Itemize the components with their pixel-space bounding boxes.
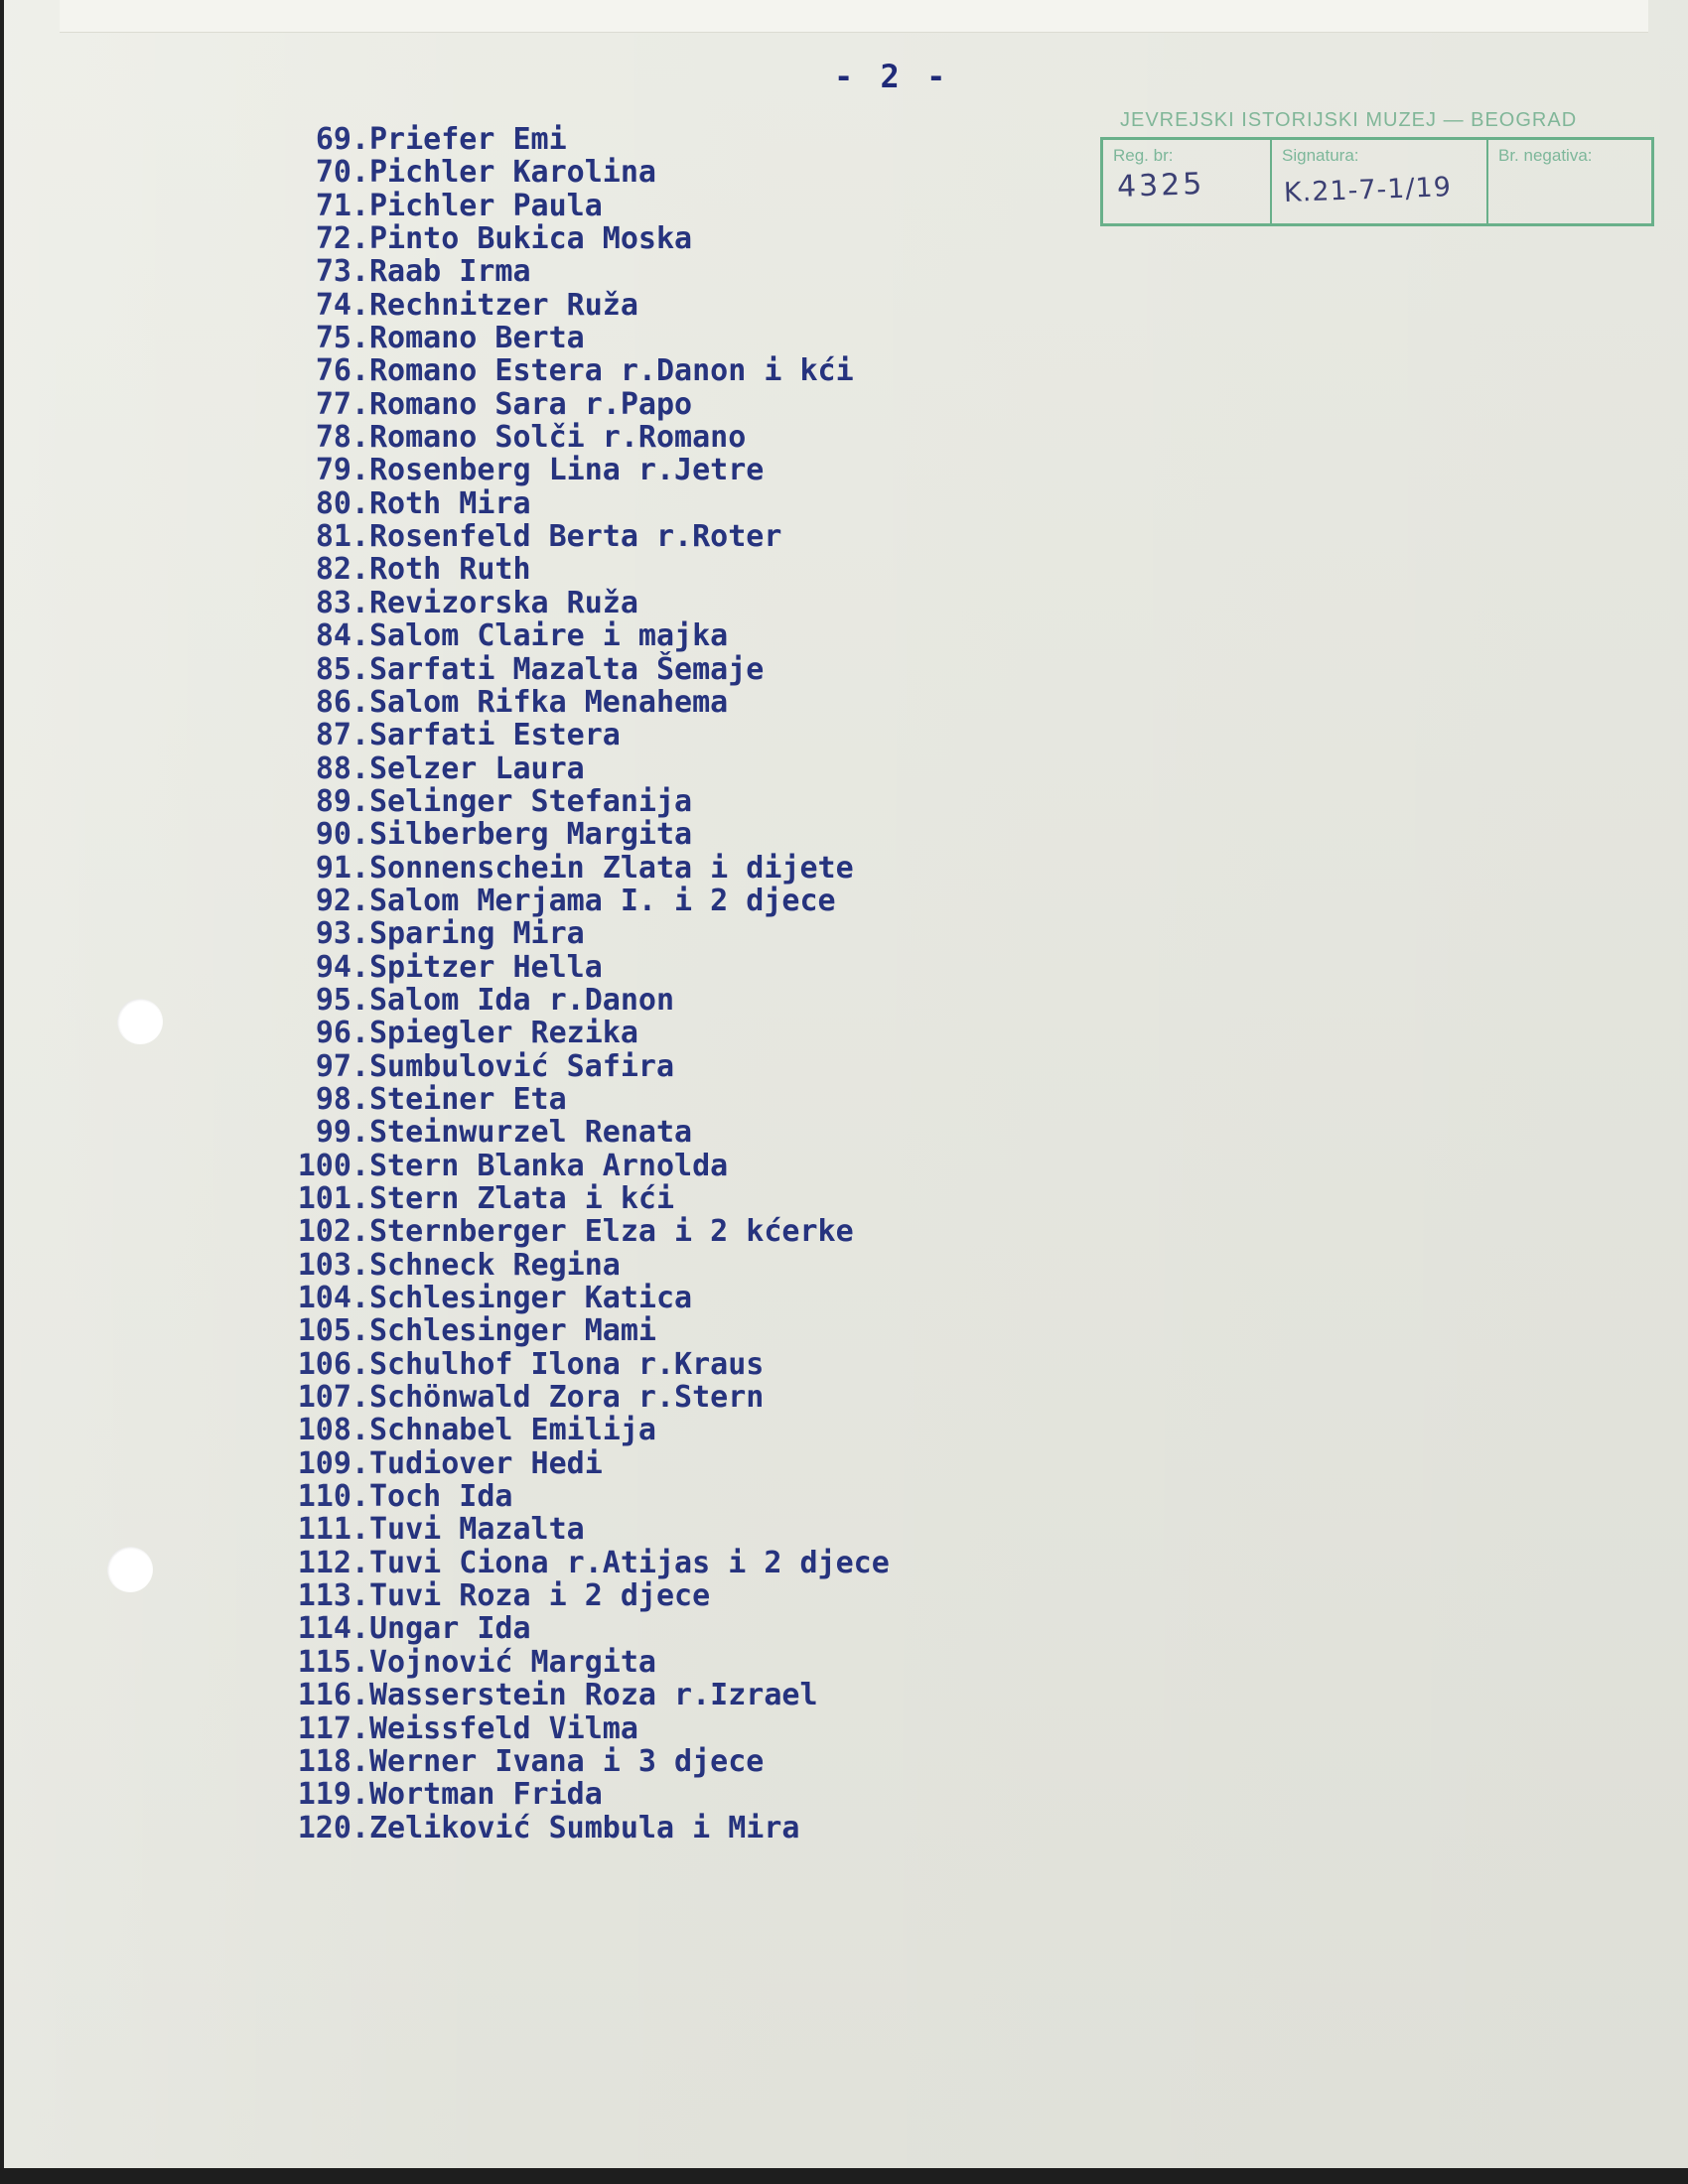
list-item [0,487,993,520]
entry-name: Schlesinger Katica [369,1281,693,1316]
entry-number: 87. [315,718,369,753]
entry-name: Silberberg Margita [369,817,693,853]
list-item [0,818,993,851]
museum-stamp [1100,137,1654,226]
entry-number: 73. [315,254,369,290]
entry-number: 97. [315,1048,369,1084]
stamp-negativ-label: Br. negativa: [1498,146,1593,165]
entry-number: 85. [315,651,369,687]
list-item [0,951,993,984]
list-item [0,1712,993,1745]
entry-name: Raab Irma [369,254,531,290]
list-item [0,322,993,354]
entry-name: Schulhof Ilona r.Kraus [369,1346,765,1382]
entry-name: Wasserstein Roza r.Izrael [369,1678,818,1713]
entry-name: Werner Ivana i 3 djece [369,1743,765,1779]
list-item [0,785,993,818]
entry-number: 86. [315,684,369,720]
entry-name: Pichler Paula [369,188,603,223]
entry-name: Pichler Karolina [369,155,656,191]
page-bottom-edge [0,2168,1688,2184]
entry-number: 105. [297,1313,369,1349]
entry-name: Weissfeld Vilma [369,1710,638,1746]
entry-number: 109. [297,1445,369,1481]
list-item [0,1579,993,1612]
entry-number: 115. [297,1644,369,1680]
entry-number: 111. [297,1512,369,1548]
entry-number: 69. [315,122,369,157]
entry-number: 80. [315,485,369,521]
entry-number: 119. [297,1777,369,1813]
stamp-signatura-label: Signatura: [1282,146,1359,165]
list-item [0,421,993,454]
list-item [0,1282,993,1314]
list-item [0,255,993,288]
list-item [0,1480,993,1513]
entry-number: 93. [315,916,369,952]
stamp-cell-reg [1103,140,1272,223]
list-item [0,1150,993,1182]
entry-name: Steinwurzel Renata [369,1115,693,1151]
entry-number: 100. [297,1148,369,1183]
entry-number: 102. [297,1214,369,1250]
list-item [0,1017,993,1049]
stamp-reg-label: Reg. br: [1113,146,1174,165]
entry-number: 96. [315,1016,369,1051]
entry-name: Rosenfeld Berta r.Roter [369,519,782,555]
entry-number: 77. [315,386,369,422]
list-item [0,917,993,950]
list-item [0,587,993,619]
entry-name: Priefer Emi [369,122,567,157]
entry-number: 112. [297,1545,369,1580]
entry-name: Salom Rifka Menahema [369,684,729,720]
entry-name: Romano Sara r.Papo [369,386,693,422]
entry-name: Stern Blanka Arnolda [369,1148,729,1183]
entry-name: Spitzer Hella [369,949,603,985]
entry-name: Spiegler Rezika [369,1016,638,1051]
entry-name: Tuvi Mazalta [369,1512,585,1548]
entry-number: 104. [297,1281,369,1316]
entry-number: 113. [297,1578,369,1614]
entry-name: Steiner Eta [369,1081,567,1117]
entry-number: 88. [315,751,369,786]
list-item [0,520,993,553]
list-item [0,1050,993,1083]
entry-number: 78. [315,420,369,456]
entry-number: 110. [297,1479,369,1515]
entry-number: 107. [297,1380,369,1416]
entry-name: Schnabel Emilija [369,1413,656,1448]
list-item [0,222,993,255]
entry-number: 81. [315,519,369,555]
list-item [0,190,993,222]
list-item [0,1679,993,1711]
entry-number: 71. [315,188,369,223]
entry-name: Pinto Bukica Moska [369,221,693,257]
entry-name: Romano Berta [369,321,585,356]
entry-name: Selinger Stefanija [369,783,693,819]
list-item [0,1547,993,1579]
name-list [0,123,993,1844]
entry-name: Wortman Frida [369,1777,603,1813]
entry-name: Selzer Laura [369,751,585,786]
entry-number: 103. [297,1247,369,1283]
entry-number: 108. [297,1413,369,1448]
entry-name: Sarfati Mazalta Šemaje [369,651,765,687]
list-item [0,752,993,785]
entry-number: 98. [315,1081,369,1117]
entry-number: 90. [315,817,369,853]
entry-name: Salom Claire i majka [369,618,729,654]
list-item [0,1414,993,1446]
list-item [0,1447,993,1480]
entry-number: 76. [315,353,369,389]
list-item [0,553,993,586]
entry-name: Zeliković Sumbula i Mira [369,1810,800,1845]
stamp-reg-value: 4325 [1116,166,1205,205]
list-item [0,454,993,486]
entry-name: Roth Ruth [369,552,531,588]
entry-name: Salom Ida r.Danon [369,982,675,1018]
list-item [0,984,993,1017]
list-item [0,1745,993,1778]
list-item [0,1116,993,1149]
entry-number: 72. [315,221,369,257]
entry-number: 92. [315,883,369,918]
entry-number: 101. [297,1181,369,1216]
list-item [0,1182,993,1215]
page-top-edge [60,0,1648,33]
entry-name: Rechnitzer Ruža [369,287,638,323]
list-item [0,653,993,686]
entry-number: 114. [297,1611,369,1647]
stamp-cell-negativ [1488,140,1651,223]
entry-number: 120. [297,1810,369,1845]
list-item [0,156,993,189]
entry-number: 82. [315,552,369,588]
list-item [0,686,993,719]
list-item [0,1381,993,1414]
list-item [0,1646,993,1679]
entry-name: Sumbulović Safira [369,1048,675,1084]
entry-number: 83. [315,585,369,620]
entry-number: 117. [297,1710,369,1746]
entry-number: 75. [315,321,369,356]
entry-name: Tudiover Hedi [369,1445,603,1481]
entry-number: 74. [315,287,369,323]
list-item [0,1513,993,1546]
entry-name: Tuvi Ciona r.Atijas i 2 djece [369,1545,890,1580]
entry-number: 91. [315,850,369,886]
entry-name: Rosenberg Lina r.Jetre [369,453,765,488]
entry-number: 94. [315,949,369,985]
list-item [0,852,993,885]
list-item [0,1778,993,1811]
entry-name: Toch Ida [369,1479,513,1515]
stamp-cell-signatura [1272,140,1488,223]
list-item [0,1314,993,1347]
entry-number: 70. [315,155,369,191]
entry-name: Ungar Ida [369,1611,531,1647]
entry-name: Tuvi Roza i 2 djece [369,1578,711,1614]
stamp-signatura-value: K.21-7-1/19 [1283,172,1453,208]
entry-number: 106. [297,1346,369,1382]
list-item [0,1812,993,1844]
list-item [0,1083,993,1116]
entry-number: 79. [315,453,369,488]
entry-name: Sternberger Elza i 2 kćerke [369,1214,854,1250]
entry-name: Romano Solči r.Romano [369,420,747,456]
entry-name: Schönwald Zora r.Stern [369,1380,765,1416]
list-item [0,1348,993,1381]
list-item [0,1612,993,1645]
list-item [0,1249,993,1282]
list-item [0,885,993,917]
list-item [0,123,993,156]
museum-stamp-title: JEVREJSKI ISTORIJSKI MUZEJ — BEOGRAD [1120,109,1578,131]
list-item [0,1215,993,1248]
entry-name: Vojnović Margita [369,1644,656,1680]
list-item [0,289,993,322]
entry-name: Roth Mira [369,485,531,521]
list-item [0,388,993,421]
list-item [0,354,993,387]
entry-number: 84. [315,618,369,654]
entry-number: 99. [315,1115,369,1151]
entry-name: Sparing Mira [369,916,585,952]
entry-name: Sonnenschein Zlata i dijete [369,850,854,886]
entry-number: 118. [297,1743,369,1779]
entry-number: 89. [315,783,369,819]
list-item [0,719,993,751]
entry-name: Schlesinger Mami [369,1313,656,1349]
entry-name: Salom Merjama I. i 2 djece [369,883,836,918]
entry-number: 95. [315,982,369,1018]
page-number: - 2 - [834,58,950,95]
entry-name: Schneck Regina [369,1247,621,1283]
entry-number: 116. [297,1678,369,1713]
entry-name: Romano Estera r.Danon i kći [369,353,854,389]
entry-name: Sarfati Estera [369,718,621,753]
list-item [0,619,993,652]
entry-name: Revizorska Ruža [369,585,638,620]
entry-name: Stern Zlata i kći [369,1181,675,1216]
